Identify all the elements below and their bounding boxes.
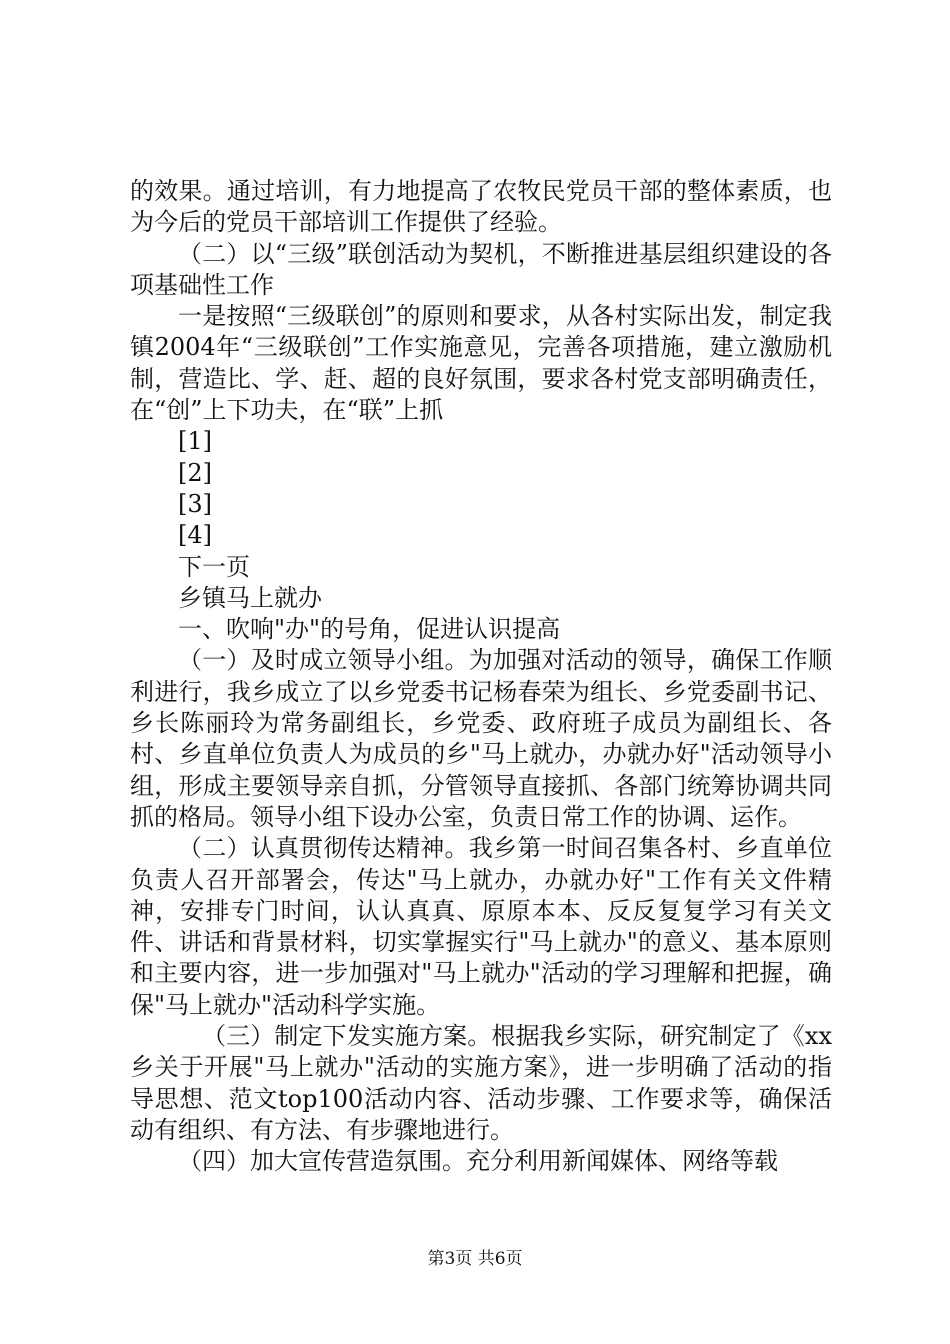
document-body — [130, 176, 832, 1178]
paragraph-publicity: （四）加大宣传营造氛围。充分利用新闻媒体、网络等载 — [178, 1147, 778, 1176]
next-page-link[interactable]: 下一页 — [178, 552, 250, 581]
paragraph-leading-group: （一）及时成立领导小组。为加强对活动的领导，确保工作顺利进行，我乡成立了以乡党委书记杨春荣为组长、乡党委副书记、乡长陈丽玲为常务副组长，乡党委、政府班子成员为副组长、各村、乡直单位负责人为成员的乡"马上就办，办就办好"活动领导小组，形成主要领导亲自抓，分管领导直接抓、各部门统筹协调共同抓的格局。领导小组下设办公室，负责日常工作的协调、运作。 — [130, 646, 832, 831]
paragraph-plan: （三）制定下发实施方案。根据我乡实际，研究制定了《xx乡关于开展"马上就办"活动的实施方案》，进一步明确了活动的指导思想、范文top100活动内容、活动步骤、工作要求等，确保活动有组织、有方法、有步骤地进行。 — [130, 1022, 832, 1144]
article-title: 乡镇马上就办 — [178, 583, 322, 612]
page-link-4[interactable]: [4] — [178, 521, 212, 550]
section-heading-one: 一、吹响"办"的号角，促进认识提高 — [178, 615, 561, 644]
paragraph-training-result: 的效果。通过培训，有力地提高了农牧民党员干部的整体素质，也为今后的党员干部培训工作提供了经验。 — [130, 177, 832, 237]
page-number-footer: 第3页 共6页 — [427, 1249, 523, 1269]
page-link-1[interactable]: [1] — [178, 427, 212, 456]
section-heading-three-level: （二）以“三级”联创活动为契机，不断推进基层组织建设的各项基础性工作 — [130, 239, 832, 299]
paragraph-spirit: （二）认真贯彻传达精神。我乡第一时间召集各村、乡直单位负责人召开部署会，传达"马上就办，办就办好"工作有关文件精神，安排专门时间，认认真真、原原本本、反反复复学习有关文件、讲话和背景材料，切实掌握实行"马上就办"的意义、基本原则和主要内容，进一步加强对"马上就办"活动的学习理解和把握，确保"马上就办"活动科学实施。 — [130, 834, 832, 1019]
page-link-2[interactable]: [2] — [178, 458, 212, 487]
page-link-3[interactable]: [3] — [178, 489, 212, 518]
paragraph-three-level-principle: 一是按照“三级联创”的原则和要求，从各村实际出发，制定我镇2004年“三级联创”工作实施意见，完善各项措施，建立激励机制，营造比、学、赶、超的良好氛围，要求各村党支部明确责任，在“创”上下功夫，在“联”上抓 — [130, 302, 832, 425]
